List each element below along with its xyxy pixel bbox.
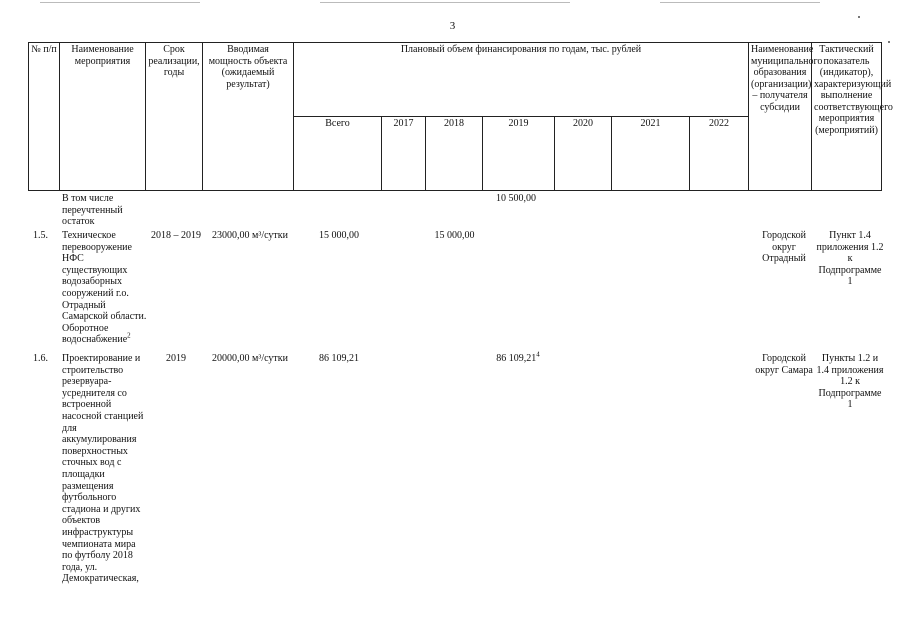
row-2-y2019 [482, 350, 554, 365]
row-2-total: 86 109,21 [319, 353, 359, 364]
row-1-name-footnote: 2 [127, 332, 131, 341]
row-1-municipality: Городской округ Отрадный [762, 230, 806, 265]
row-1-name-text: Техническое перевооружение НФС существующих водозаборных сооружений г.о. Отрадный Самарской области. Оборотное водоснабжение [62, 230, 147, 346]
row-1-term: 2018 – 2019 [151, 230, 201, 241]
row-2-num: 1.6. [33, 353, 48, 364]
header-year-2022: 2022 [690, 117, 749, 191]
row-1-name [62, 230, 148, 346]
row-0-y2019 [480, 193, 552, 205]
header-year-2017: 2017 [382, 117, 426, 191]
top-edge-line [40, 2, 200, 3]
row-2-municipality: Городской округ Самара [755, 353, 813, 376]
header-year-2021: 2021 [612, 117, 690, 191]
header-municipality: Наименование муниципального образования (организации) – получателя субсидии [749, 43, 812, 191]
top-edge-line [660, 2, 820, 3]
row-2-indicator: Пункты 1.2 и 1.4 приложения 1.2 к Подпрограмме 1 [816, 353, 884, 411]
funding-table-header [28, 42, 893, 191]
row-1-indicator: Пункт 1.4 приложения 1.2 к Подпрограмме 1 [816, 230, 884, 288]
header-total: Всего [294, 117, 382, 191]
header-year-2018: 2018 [426, 117, 483, 191]
scan-speck [888, 41, 890, 43]
header-year-2019: 2019 [483, 117, 555, 191]
row-2-name: Проектирование и строительство резервуара-усреднителя со встроенной насосной станцией для аккумулирования поверхностных сточных вод с площадки размещения футбольного стадиона и других объектов инфраструктуры чемпионата мира по футболу 2018 года, ул. Демократическая, [62, 353, 144, 585]
row-1-num: 1.5. [33, 230, 48, 241]
row-2-capacity: 20000,00 м³/сутки [212, 353, 288, 364]
row-0-name: В том числе переучтенный остаток [62, 193, 123, 228]
row-0-y2019-value: 10 500,00 [496, 193, 536, 204]
scan-speck [858, 16, 860, 18]
row-1-total: 15 000,00 [319, 230, 359, 241]
row-2-term: 2019 [166, 353, 186, 364]
header-num: № п/п [29, 43, 60, 191]
row-2-y2019-value: 86 109,21 [496, 353, 537, 364]
row-1-capacity: 23000,00 м³/сутки [212, 230, 288, 241]
header-name: Наименование мероприятия [60, 43, 146, 191]
header-funding: Плановый объем финансирования по годам, тыс. рублей [294, 43, 749, 117]
row-2-y2019-footnote: 4 [536, 350, 540, 359]
row-1-y2018: 15 000,00 [434, 230, 475, 241]
page-number: 3 [449, 20, 456, 32]
header-indicator: Тактический показатель (индикатор), характеризующий выполнение соответствующего мероприятия (мероприятий) [812, 43, 882, 191]
header-capacity: Вводимая мощность объекта (ожидаемый результат) [203, 43, 294, 191]
header-year-2020: 2020 [555, 117, 612, 191]
top-edge-line [320, 2, 570, 3]
header-term: Срок реализации, годы [146, 43, 203, 191]
